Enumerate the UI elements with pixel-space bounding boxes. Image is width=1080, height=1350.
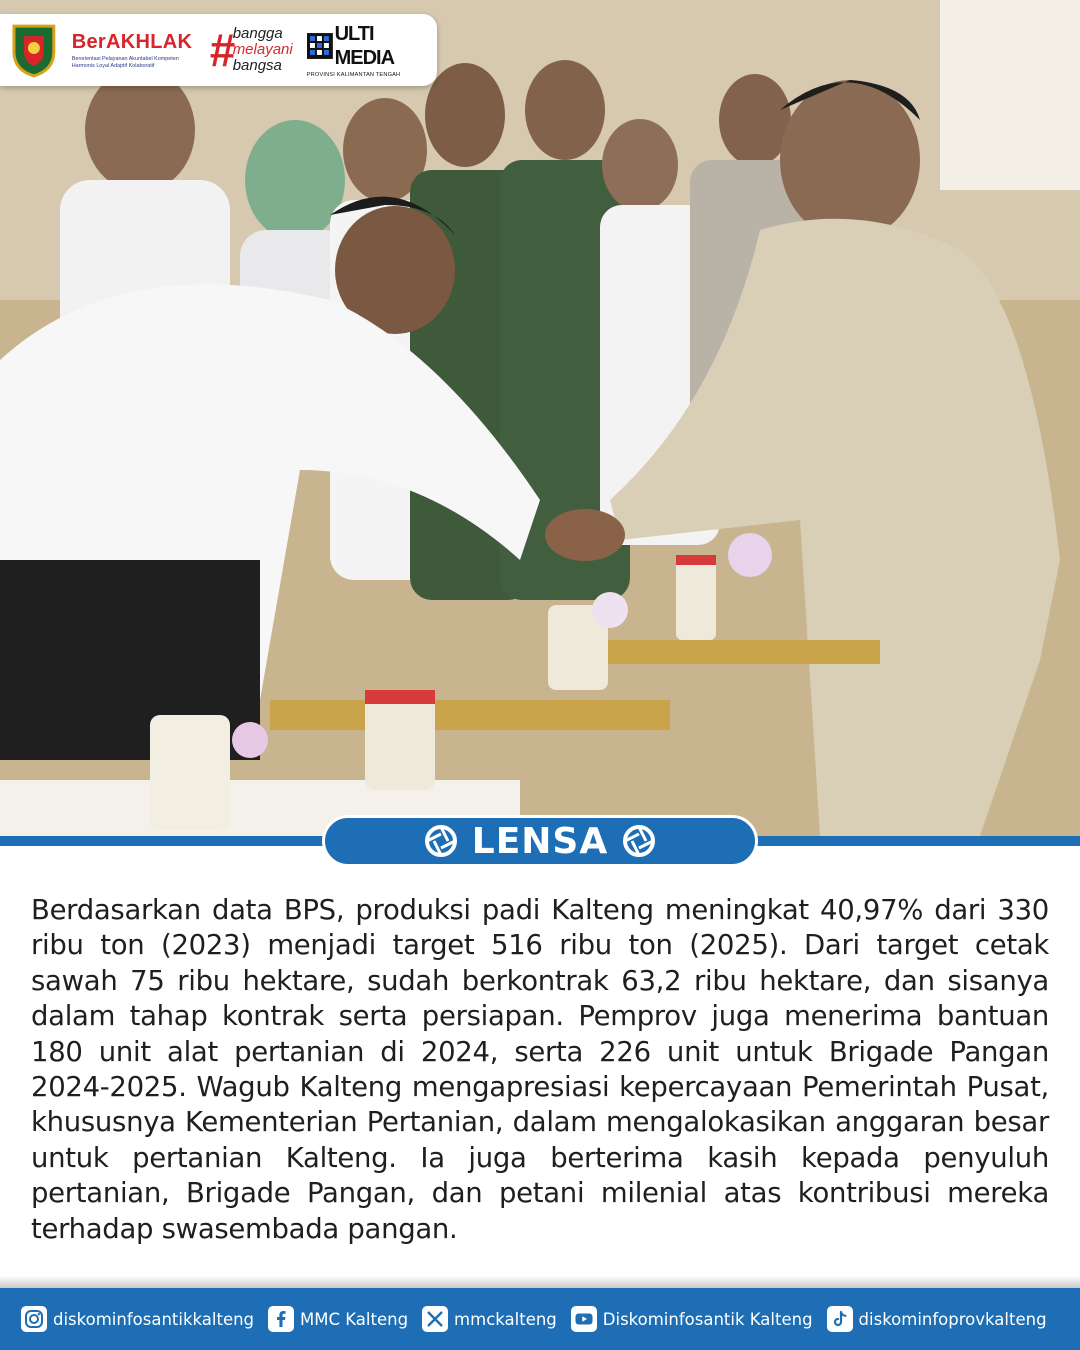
camera-aperture-icon [622,824,656,858]
header-logo-badge [0,14,437,86]
tiktok-icon [827,1306,853,1332]
social-facebook[interactable] [268,1306,408,1332]
social-label: Diskominfosantik Kalteng [602,1309,813,1329]
mmc-text: ULTI MEDIA [334,23,395,69]
berakhlak-sub-1: Berorientasi Pelayanan Akuntabel Kompeten [71,55,179,62]
berakhlak-logo [72,31,201,70]
youtube-icon [571,1306,597,1332]
bangga-line-1: bangga [232,25,283,42]
social-label: MMC Kalteng [300,1309,409,1329]
camera-aperture-icon [424,824,458,858]
berakhlak-sub-2: Harmonis Loyal Adaptif Kolaboratif [71,62,155,69]
berakhlak-word: BerAKHLAK [71,30,193,53]
instagram-icon [21,1306,47,1332]
social-label: mmckalteng [454,1309,557,1329]
article-body: Berdasarkan data BPS, produksi padi Kalteng meningkat 40,97% dari 330 ribu ton (2023) menjadi target 516 ribu ton (2025). Dari target cetak sawah 75 ribu hektare, sudah berkontrak 63,2 ribu hektare, dan sisanya dalam tahap kontrak serta persiapan. Pemprov juga menerima bantuan 180 unit alat pertanian di 2024, serta 226 unit untuk Brigade Pangan 2024-2025. Wagub Kalteng mengapresiasi kepercayaan Pemerintah Pusat, khususnya Kementerian Pertanian, dalam mengalokasikan anggaran besar untuk pertanian Kalteng. Ia juga berterima kasih kepada penyuluh pertanian, Brigade Pangan, dan petani milenial atas kontribusi mereka terhadap swasembada pangan. [31,894,1049,1245]
social-label: diskominfosantikkalteng [53,1309,255,1329]
social-instagram[interactable] [21,1306,254,1332]
bangga-hash: # [209,24,235,76]
social-youtube[interactable] [571,1306,813,1332]
social-footer [0,1288,1080,1350]
facebook-icon [268,1306,294,1332]
social-label: diskominfoprovkalteng [858,1309,1047,1329]
social-tiktok[interactable] [827,1306,1047,1332]
multimedia-center-logo [307,22,437,78]
kalteng-crest-icon [10,22,58,78]
section-title: LENSA [471,820,609,862]
x-icon [422,1306,448,1332]
mmc-province: PROVINSI KALIMANTAN TENGAH [306,72,401,78]
section-label [322,815,758,867]
bangga-line-2: melayani [232,41,293,58]
mmc-grid-icon [307,33,333,59]
bangga-line-3: bangsa [232,57,282,74]
social-x[interactable] [422,1306,557,1332]
bangga-melayani-logo [209,26,293,74]
